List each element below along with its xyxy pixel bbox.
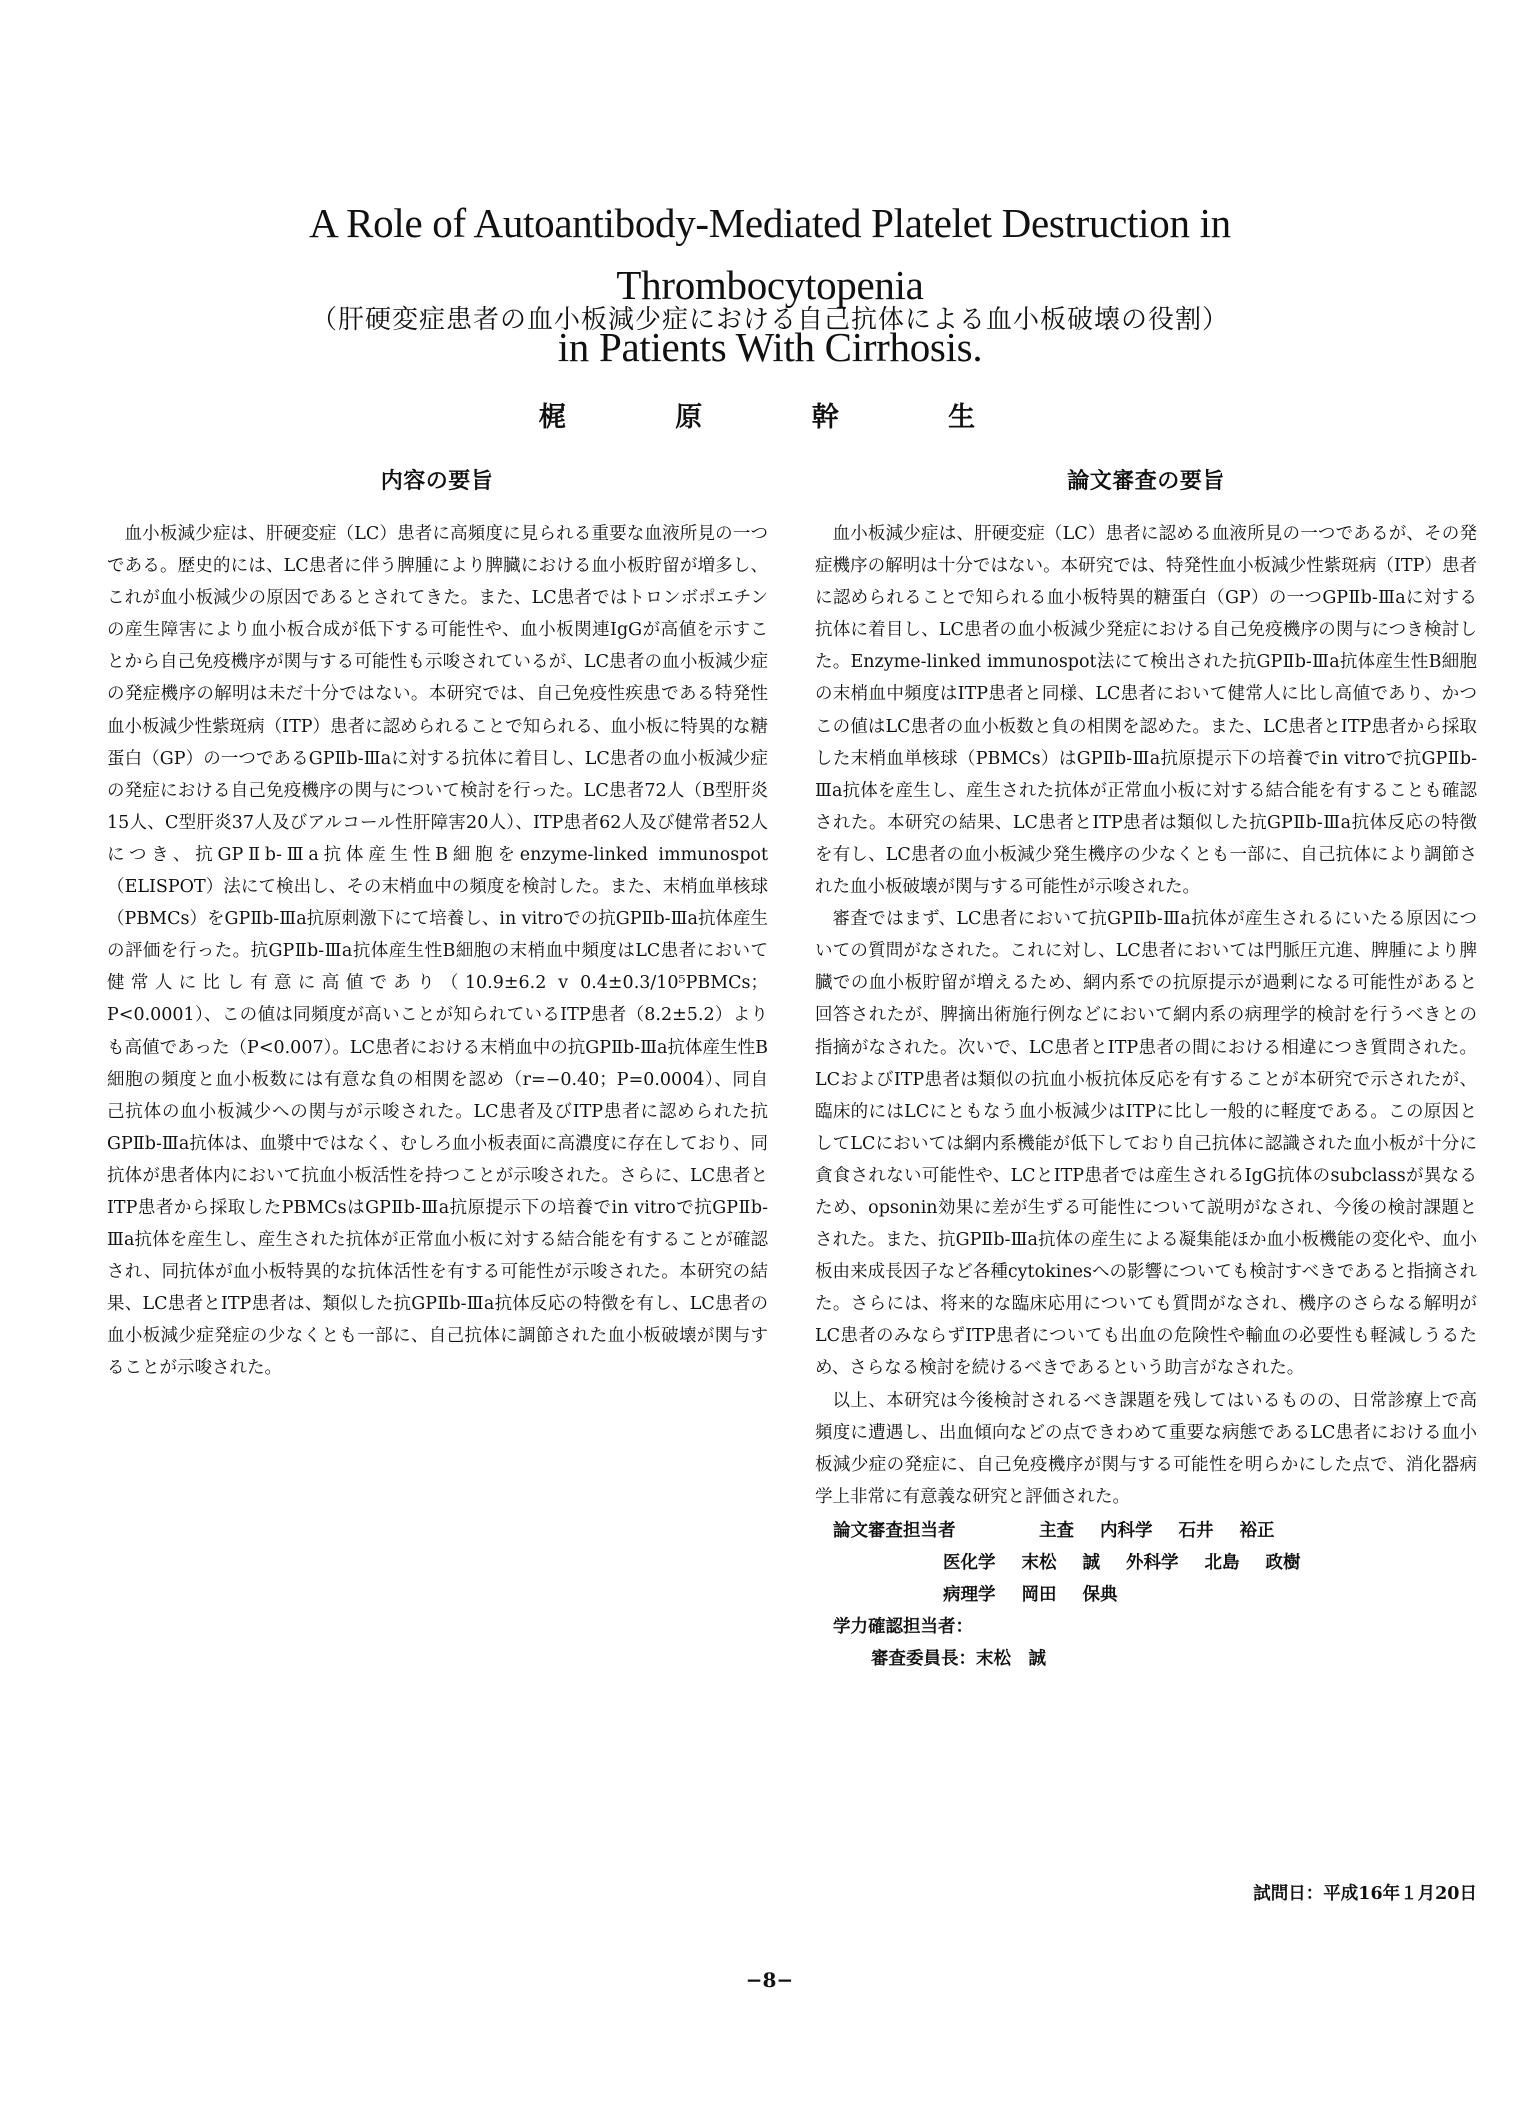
committee-chair-label: 審査委員長： bbox=[871, 1649, 976, 1670]
page-number: −8− bbox=[745, 1968, 794, 1992]
paper-title-english bbox=[160, 192, 1380, 378]
review-paragraph-1: 血小板減少症は、肝硬変症（LC）患者に認める血液所見の一つであるが、その発症機序の解明は十分ではない。本研究では、特発性血小板減少性紫斑病（ITP）患者に認められることで知られる血小板特異的糖蛋白（GP）の一つGPⅡb-Ⅲaに対する抗体に着目し、LC患者の血小板減少発症における自己免疫機序の関与につき検討した。Enzyme-linked immunospot法にて検出された抗GPⅡb-Ⅲa抗体産生性B細胞の末梢血中頻度はITP患者と同様、LC患者において健常人に比し高値であり、かつこの値はLC患者の血小板数と負の相関を認めた。また、LC患者とITP患者から採取した末梢血単核球（PBMCs）はGPⅡb-Ⅲa抗原提示下の培養でin vitroで抗GPⅡb-Ⅲa抗体を産生し、産生された抗体が正常血小板に対する結合能を有することも確認された。本研究の結果、LC患者とITP患者は類似した抗GPⅡb-Ⅲa抗体反応の特徴を有し、LC患者の血小板減少発生機序の少なくとも一部に、自己抗体により調節された血小板破壊が関与する可能性が示唆された。 bbox=[815, 524, 1477, 898]
reviewer-given-name: 裕正 bbox=[1239, 1520, 1275, 1541]
review-heading: 論文審査の要旨 bbox=[1067, 468, 1225, 494]
reviewer-dept: 医化学 bbox=[943, 1553, 996, 1573]
ability-check-row bbox=[833, 1611, 1477, 1643]
reviewers-block bbox=[815, 1515, 1477, 1675]
reviewer-given-name: 政樹 bbox=[1265, 1553, 1301, 1573]
chief-examiner-role: 主査 bbox=[1039, 1520, 1074, 1541]
review-paragraph-3: 以上、本研究は今後検討されるべき課題を残してはいるものの、日常診療上で高頻度に遭遇し、出血傾向などの点できわめて重要な病態であるLC患者における血小板減少症の発症に、自己免疫機序が関与する可能性を明らかにした点で、消化器病学上非常に有意義な研究と評価された。 bbox=[815, 1390, 1477, 1507]
reviewer-dept: 病理学 bbox=[943, 1585, 996, 1606]
reviewer-surname: 末松 bbox=[1021, 1553, 1057, 1573]
abstract-heading: 内容の要旨 bbox=[380, 468, 494, 494]
committee-chair-name: 末松 誠 bbox=[976, 1649, 1046, 1670]
title-line-2: in Patients With Cirrhosis. bbox=[557, 324, 983, 370]
exam-date: 試問日：平成16年１月20日 bbox=[1253, 1884, 1477, 1904]
reviewer-given-name: 誠 bbox=[1082, 1553, 1100, 1573]
ability-check-label: 学力確認担当者： bbox=[833, 1617, 973, 1638]
reviewer-row-3 bbox=[833, 1579, 1477, 1611]
abstract-paragraph: 血小板減少症は、肝硬変症（LC）患者に高頻度に見られる重要な血液所見の一つである。歴史的には、LC患者に伴う脾腫により脾臓における血小板貯留が増多し、これが血小板減少の原因であるとされてきた。また、LC患者ではトロンボポエチンの産生障害により血小板合成が低下する可能性や、血小板関連IgGが高値を示すことから自己免疫機序が関与する可能性も示唆されているが、LC患者の血小板減少症の発症機序の解明は未だ十分ではない。本研究では、自己免疫性疾患である特発性血小板減少性紫斑病（ITP）患者に認められることで知られる、血小板に特異的な糖蛋白（GP）の一つであるGPⅡb-Ⅲaに対する抗体に着目し、LC患者の血小板減少症の発症における自己免疫機序の関与について検討を行った。LC患者72人（B型肝炎15人、C型肝炎37人及びアルコール性肝障害20人）、ITP患者62人及び健常者52人につき、抗GPⅡb-Ⅲa抗体産生性B細胞をenzyme-linked immunospot（ELISPOT）法にて検出し、その末梢血中の頻度を検討した。また、末梢血単核球（PBMCs）をGPⅡb-Ⅲa抗原刺激下にて培養し、in vitroでの抗GPⅡb-Ⅲa抗体産生の評価を行った。抗GPⅡb-Ⅲa抗体産生性B細胞の末梢血中頻度はLC患者において健常人に比し有意に高値であり（10.9±6.2 v 0.4±0.3/10⁵PBMCs；P<0.0001）、この値は同頻度が高いことが知られているITP患者（8.2±5.2）よりも高値であった（P<0.007）。LC患者における末梢血中の抗GPⅡb-Ⅲa抗体産生性B細胞の頻度と血小板数には有意な負の相関を認め（r=−0.40；P=0.0004）、同自己抗体の血小板減少への関与が示唆された。LC患者及びITP患者に認められた抗GPⅡb-Ⅲa抗体は、血漿中ではなく、むしろ血小板表面に高濃度に存在しており、同抗体が患者体内において抗血小板活性を持つことが示唆された。さらに、LC患者とITP患者から採取したPBMCsはGPⅡb-Ⅲa抗原提示下の培養でin vitroで抗GPⅡb-Ⅲa抗体を産生し、産生された抗体が正常血小板に対する結合能を有することが確認され、同抗体が血小板特異的な抗体活性を有する可能性が示唆された。本研究の結果、LC患者とITP患者は、類似した抗GPⅡb-Ⅲa抗体反応の特徴を有し、LC患者の血小板減少症発症の少なくとも一部に、自己抗体に調節された血小板破壊が関与することが示唆された。 bbox=[107, 524, 768, 1379]
reviewers-label: 論文審査担当者 bbox=[833, 1520, 956, 1541]
reviewer-surname: 岡田 bbox=[1021, 1585, 1057, 1606]
reviewer-dept: 内科学 bbox=[1100, 1520, 1153, 1541]
committee-row bbox=[833, 1643, 1477, 1675]
abstract-body bbox=[107, 518, 768, 1385]
review-paragraph-2: 審査ではまず、LC患者において抗GPⅡb-Ⅲa抗体が産生されるにいたる原因についての質問がなされた。これに対し、LC患者においては門脈圧亢進、脾腫により脾臓での血小板貯留が増えるため、網内系での抗原提示が過剰になる可能性があると回答されたが、脾摘出術施行例などにおいて網内系の病理学的検討を行うべきとの指摘がなされた。次いで、LC患者とITP患者の間における相違につき質問された。LCおよびITP患者は類似の抗血小板抗体反応を有することが本研究で示されたが、臨床的にはLCにともなう血小板減少はITPに比し一般的に軽度である。この原因としてLCにおいては網内系機能が低下しており自己抗体に認識された血小板が十分に貪食されない可能性や、LCとITP患者では産生されるIgG抗体のsubclassが異なるため、opsonin効果に差が生ずる可能性について説明がなされ、今後の検討課題とされた。また、抗GPⅡb-Ⅲa抗体の産生による凝集能ほか血小板機能の変化や、血小板由来成長因子など各種cytokinesへの影響についても検討すべきであると指摘された。さらには、将来的な臨床応用についても質問がなされ、機序のさらなる解明がLC患者のみならずITP患者についても出血の危険性や輸血の必要性も軽減しうるため、さらなる検討を続けるべきであるという助言がなされた。 bbox=[815, 909, 1477, 1379]
reviewer-surname: 石井 bbox=[1178, 1520, 1214, 1541]
paper-title-japanese: （肝硬変症患者の血小板減少症における自己抗体による血小板破壊の役割） bbox=[310, 305, 1229, 335]
reviewer-row-2 bbox=[833, 1547, 1477, 1579]
reviewer-row-1 bbox=[833, 1515, 1477, 1547]
reviewer-given-name: 保典 bbox=[1082, 1585, 1118, 1606]
review-body bbox=[815, 518, 1477, 1675]
title-line-1: A Role of Autoantibody-Mediated Platelet Destruction in Thrombocytopenia bbox=[309, 200, 1231, 308]
author-name: 梶 原 幹 生 bbox=[538, 402, 1002, 433]
reviewer-surname: 北島 bbox=[1204, 1553, 1240, 1573]
reviewer-dept: 外科学 bbox=[1126, 1553, 1179, 1573]
